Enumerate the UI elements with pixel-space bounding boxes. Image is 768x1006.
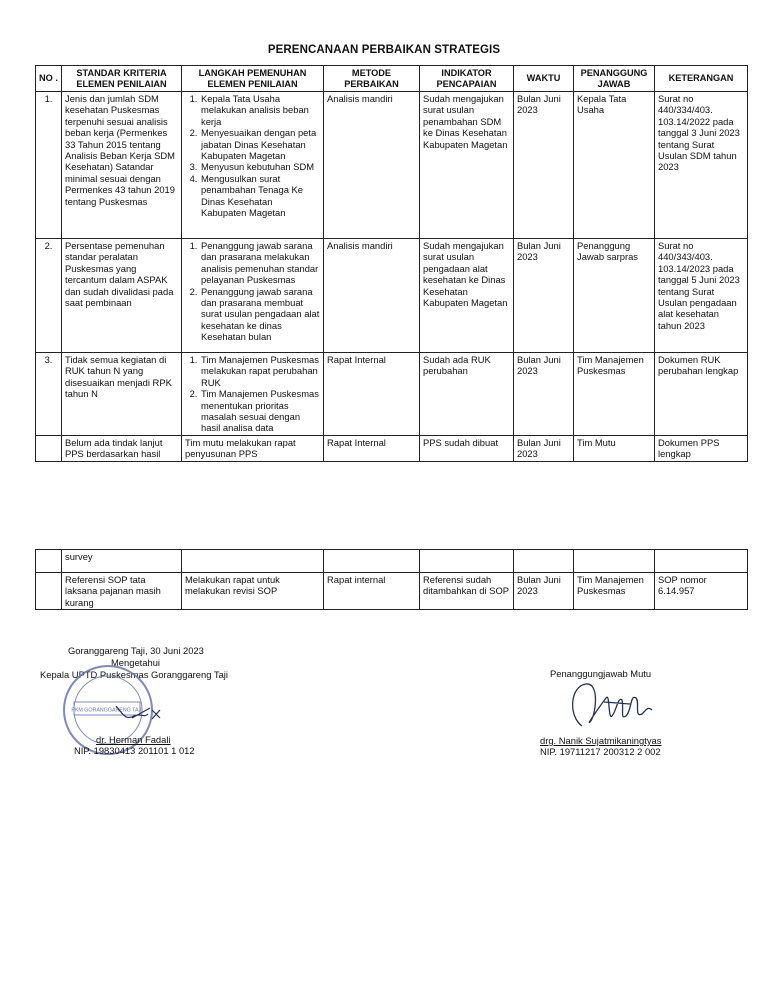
- row-pj: Tim Mutu: [574, 435, 655, 461]
- langkah-item: 4. Mengusulkan surat penambahan Tenaga Ke Dinas Kesehatan Kabupaten Magetan: [200, 173, 320, 219]
- table-row: [36, 92, 748, 239]
- row-pj: Penanggung Jawab sarpras: [574, 239, 655, 353]
- table-header-row: [36, 66, 748, 92]
- row-pj: Tim Manajemen Puskesmas: [574, 353, 655, 436]
- row-no: 1.: [36, 92, 62, 239]
- header-langkah: LANGKAH PEMENUHAN ELEMEN PENILAIAN: [182, 66, 324, 92]
- table-row: [36, 435, 748, 461]
- row-standar: Persentase pemenuhan standar peralatan Puskesmas yang tercantum dalam ASPAK dan sudah divalidasi pada saat pembinaan: [62, 239, 182, 353]
- row-indikator: Sudah mengajukan surat usulan penambahan SDM ke Dinas Kesehatan Kabupaten Magetan: [420, 92, 514, 239]
- row-keterangan: Dokumen PPS lengkap: [655, 435, 748, 461]
- row-waktu: Bulan Juni 2023: [514, 573, 574, 610]
- sign-place-date: Goranggareng Taji, 30 Juni 2023: [68, 645, 204, 656]
- table-row: [36, 239, 748, 353]
- signature-mutu: [560, 676, 670, 738]
- row-metode: Analisis mandiri: [324, 92, 420, 239]
- row-waktu: Bulan Juni 2023: [514, 435, 574, 461]
- header-indikator: INDIKATOR PENCAPAIAN: [420, 66, 514, 92]
- langkah-item: 2. Menyesuaikan dengan peta jabatan Dinas Kesehatan Kabupaten Magetan: [200, 127, 320, 161]
- header-pj: PENANGGUNG JAWAB: [574, 66, 655, 92]
- row-pj: [574, 550, 655, 573]
- sign-knowing: Mengetahui: [111, 657, 160, 668]
- header-metode: METODE PERBAIKAN: [324, 66, 420, 92]
- row-indikator: Referensi sudah ditambahkan di SOP: [420, 573, 514, 610]
- row-waktu: Bulan Juni 2023: [514, 353, 574, 436]
- row-keterangan: SOP nomor 6.14.957: [655, 573, 748, 610]
- header-keterangan: KETERANGAN: [655, 66, 748, 92]
- langkah-item: 1. Tim Manajemen Puskesmas melakukan rapat perubahan RUK: [200, 354, 320, 388]
- row-no: 2.: [36, 239, 62, 353]
- row-standar: Belum ada tindak lanjut PPS berdasarkan hasil: [62, 435, 182, 461]
- sign-right-nip: NIP. 19711217 200312 2 002: [540, 746, 661, 757]
- row-indikator: Sudah mengajukan surat usulan pengadaan alat kesehatan ke Dinas Kesehatan Kabupaten Magetan: [420, 239, 514, 353]
- row-standar: survey: [62, 550, 182, 573]
- row-langkah: [182, 550, 324, 573]
- langkah-item: 2. Penanggung jawab sarana dan prasarana membuat surat usulan pengadaan alat kesehatan ke dinas Kesehatan bulan: [200, 286, 320, 343]
- sign-right-name: drg. Nanik Sujatmikaningtyas: [540, 735, 662, 746]
- row-metode: Analisis mandiri: [324, 239, 420, 353]
- sign-left-nip: NIP. 19830413 201101 1 012: [74, 745, 195, 756]
- langkah-item: 1. Penanggung jawab sarana dan prasarana melakukan analisis pemenuhan standar pelayanan Puskesmas: [200, 240, 320, 286]
- page-title: PERENCANAAN PERBAIKAN STRATEGIS: [267, 44, 501, 56]
- row-waktu: Bulan Juni 2023: [514, 239, 574, 353]
- row-keterangan: Surat no 440/343/403. 103.14/2023 pada tanggal 5 Juni 2023 tentang Surat Usulan pengadaan alat kesehatan tahun 2023: [655, 239, 748, 353]
- row-indikator: Sudah ada RUK perubahan: [420, 353, 514, 436]
- row-indikator: [420, 550, 514, 573]
- langkah-item: 1. Kepala Tata Usaha melakukan analisis beban kerja: [200, 93, 320, 127]
- row-metode: Rapat Internal: [324, 435, 420, 461]
- header-standar: STANDAR KRITERIA ELEMEN PENILAIAN: [62, 66, 182, 92]
- langkah-item: 3. Menyusun kebutuhan SDM: [200, 161, 320, 172]
- row-langkah: [182, 239, 324, 353]
- sign-left-role: Kepala UPTD Puskesmas Goranggareng Taji: [40, 669, 228, 680]
- row-langkah: Melakukan rapat untuk melakukan revisi SOP: [182, 573, 324, 610]
- stamp-text: PKM GORANGGARENG TAJI: [71, 707, 143, 714]
- row-keterangan: Surat no 440/334/403. 103.14/2022 pada tanggal 3 Juni 2023 tentang Surat Usulan SDM tahun 2023: [655, 92, 748, 239]
- row-metode: Rapat internal: [324, 573, 420, 610]
- langkah-item: 2. Tim Manajemen Puskesmas menentukan prioritas masalah sesuai dengan hasil analisa data: [200, 388, 320, 434]
- header-no: NO .: [36, 66, 62, 92]
- header-waktu: WAKTU: [514, 66, 574, 92]
- row-indikator: PPS sudah dibuat: [420, 435, 514, 461]
- table-row: [36, 550, 748, 573]
- table-row: [36, 353, 748, 436]
- row-no: [36, 573, 62, 610]
- row-keterangan: Dokumen RUK perubahan lengkap: [655, 353, 748, 436]
- row-langkah: [182, 92, 324, 239]
- row-standar: Referensi SOP tata laksana pajanan masih kurang: [62, 573, 182, 610]
- row-standar: Jenis dan jumlah SDM kesehatan Puskesmas terpenuhi sesuai analisis beban kerja (Permenkes 33 Tahun 2015 tentang Analisis Beban Kerja SDM Kesehatan) Satandar minimal sesuai dengan Permenkes 43 tahun 2019 tentang Puskesmas: [62, 92, 182, 239]
- row-langkah: Tim mutu melakukan rapat penyusunan PPS: [182, 435, 324, 461]
- sign-right-role: Penanggungjawab Mutu: [550, 668, 652, 679]
- plan-table-continued: [35, 549, 748, 610]
- row-metode: Rapat Internal: [324, 353, 420, 436]
- row-no: 3.: [36, 353, 62, 436]
- row-waktu: [514, 550, 574, 573]
- row-no: [36, 550, 62, 573]
- sign-left-name: dr. Herman Fadali: [96, 734, 171, 745]
- row-metode: [324, 550, 420, 573]
- row-waktu: Bulan Juni 2023: [514, 92, 574, 239]
- row-standar: Tidak semua kegiatan di RUK tahun N yang disesuaikan menjadi RPK tahun N: [62, 353, 182, 436]
- table-row: [36, 573, 748, 610]
- row-keterangan: [655, 550, 748, 573]
- row-langkah: [182, 353, 324, 436]
- row-pj: Kepala Tata Usaha: [574, 92, 655, 239]
- row-no: [36, 435, 62, 461]
- row-pj: Tim Manajemen Puskesmas: [574, 573, 655, 610]
- plan-table: [35, 65, 748, 462]
